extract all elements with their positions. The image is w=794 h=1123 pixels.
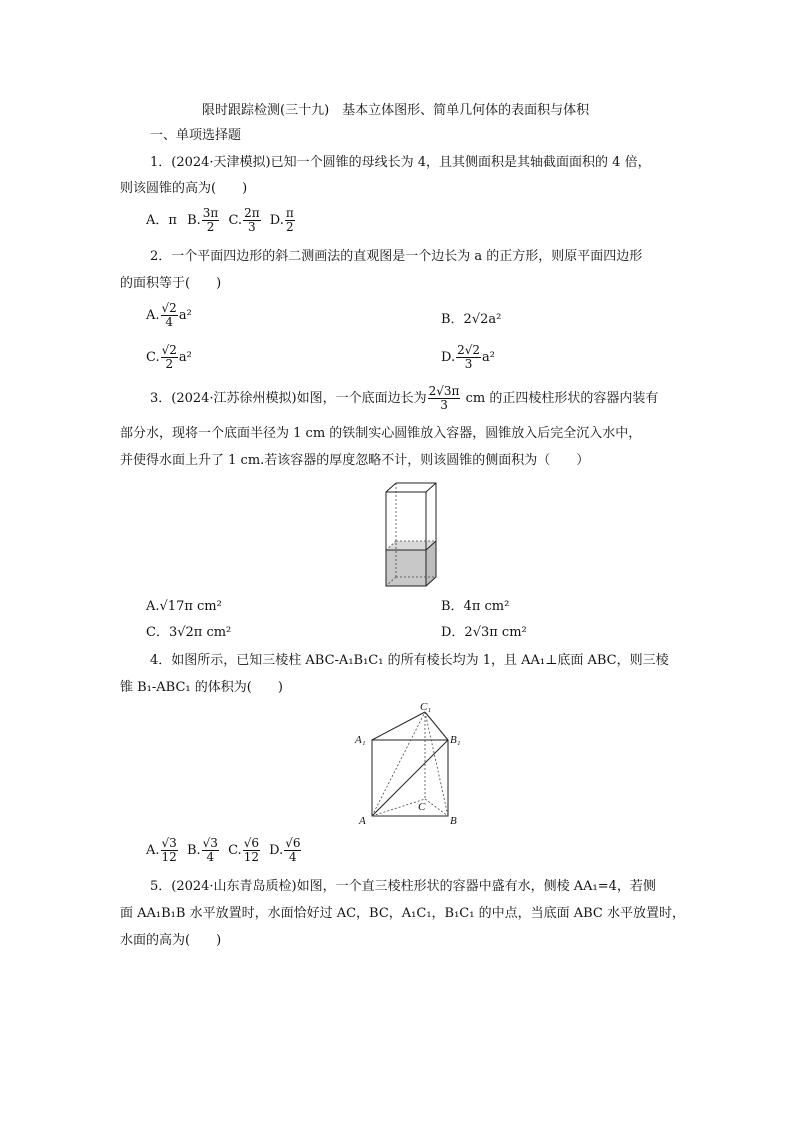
q4-line2: 锥 B₁-ABC₁ 的体积为( ): [120, 680, 283, 695]
label-b: B: [450, 815, 457, 827]
label-b1: B₁: [450, 734, 461, 746]
q1-line2: 则该圆锥的高为( ): [120, 181, 248, 196]
page-title: 限时跟踪检测(三十九) 基本立体图形、简单几何体的表面积与体积: [202, 103, 590, 118]
q4-option-a[interactable]: A. $\frac{√3}{12}$: [146, 836, 177, 864]
q4-option-c[interactable]: C. $\frac{√6}{12}$: [228, 836, 259, 864]
q1-options: [146, 207, 296, 234]
q3-option-d[interactable]: D．2√3π cm²: [441, 625, 527, 640]
q3-prism-figure: [384, 480, 440, 590]
label-a1: A₁: [355, 734, 366, 746]
q2-option-d[interactable]: D. $\frac{2√2}{3}$ a²: [441, 343, 495, 371]
label-a: A: [359, 815, 366, 827]
q4-option-b[interactable]: B. $\frac{√3}{4}$: [186, 836, 218, 864]
q2-option-c[interactable]: C. $\frac{√2}{2}$ a²: [146, 343, 192, 371]
q5-line3: 水面的高为( ): [120, 933, 222, 948]
q2-line1: 2．一个平面四边形的斜二测画法的直观图是一个边长为 a 的正方形，则原平面四边形: [150, 249, 643, 264]
q1-option-d[interactable]: D. $\frac{\pi}{2}$: [269, 206, 294, 234]
q3-line1: 3．(2024·江苏徐州模拟)如图，一个底面边长为 $\frac{2√3\pi}{3}$ cm 的正四棱柱形状的容器内装有: [150, 384, 659, 412]
q1-option-c[interactable]: C. $\frac{2\pi}{3}$: [228, 206, 260, 234]
q3-line3: 并使得水面上升了 1 cm.若该容器的厚度忽略不计，则该圆锥的侧面积为（ ）: [120, 453, 590, 468]
q1-option-a[interactable]: A．π: [146, 213, 177, 228]
q3-option-a[interactable]: A.√17π cm²: [146, 599, 222, 614]
section-heading: 一、单项选择题: [150, 128, 242, 143]
q4-line1: 4．如图所示，已知三棱柱 ABC-A₁B₁C₁ 的所有棱长均为 1，且 AA₁⊥底面 ABC，则三棱: [150, 653, 669, 668]
q1-line1: 1．(2024·天津模拟)已知一个圆锥的母线长为 4，且其侧面积是其轴截面面积的 4 倍，: [150, 155, 651, 170]
label-c: C: [418, 801, 426, 813]
q2-option-b[interactable]: B．2√2a²: [441, 312, 502, 327]
q2-option-a[interactable]: A. $\frac{√2}{4}$ a²: [146, 301, 192, 329]
q4-option-d[interactable]: D. $\frac{√6}{4}$: [269, 836, 301, 864]
q5-line1: 5．(2024·山东青岛质检)如图，一个直三棱柱形状的容器中盛有水，侧棱 AA₁=4，若侧: [150, 879, 656, 894]
q3-option-c[interactable]: C．3√2π cm²: [146, 625, 232, 640]
q2-line2: 的面积等于( ): [120, 276, 222, 291]
q4-options: [146, 837, 302, 864]
label-c1: C₁: [420, 701, 432, 713]
q4-prism-figure: [352, 700, 470, 830]
q3-option-b[interactable]: B．4π cm²: [441, 599, 510, 614]
q5-line2: 面 AA₁B₁B 水平放置时，水面恰好过 AC，BC，A₁C₁，B₁C₁ 的中点，当底面 ABC 水平放置时，: [120, 906, 685, 921]
q1-option-b[interactable]: B. $\frac{3\pi}{2}$: [187, 206, 219, 234]
q3-line2: 部分水，现将一个底面半径为 1 cm 的铁制实心圆锥放入容器，圆锥放入后完全沉入水中，: [120, 426, 642, 441]
